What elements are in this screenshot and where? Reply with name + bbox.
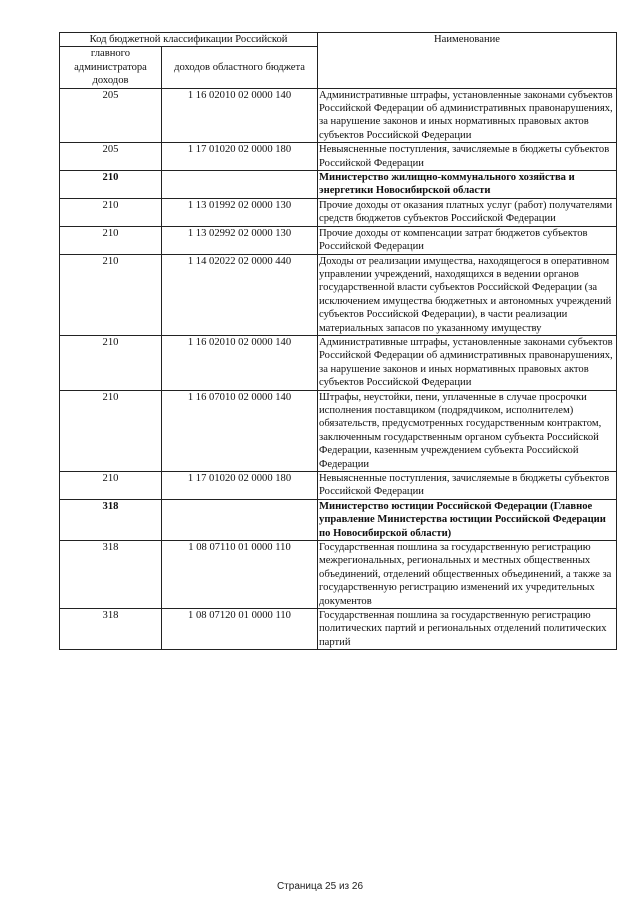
income-code-cell: 1 08 07120 01 0000 110 xyxy=(162,609,318,650)
admin-code-cell: 210 xyxy=(60,198,162,226)
admin-code-cell: 210 xyxy=(60,254,162,335)
name-cell: Министерство жилищно-коммунального хозяйства и энергетики Новосибирской области xyxy=(318,171,617,199)
admin-code-cell: 210 xyxy=(60,226,162,254)
name-cell: Прочие доходы от оказания платных услуг (работ) получателями средств бюджетов субъектов Российской Федерации xyxy=(318,198,617,226)
income-code-cell: 1 08 07110 01 0000 110 xyxy=(162,541,318,609)
admin-code-cell: 210 xyxy=(60,390,162,471)
name-cell: Штрафы, неустойки, пени, уплаченные в случае просрочки исполнения поставщиком (подрядчиком, исполнителем) обязательств, предусмотренных государственным контрактом, заключенным государственным органом субъекта Российской Федерации, казенным учреждением субъекта Российской Федерации xyxy=(318,390,617,471)
income-code-cell: 1 16 02010 02 0000 140 xyxy=(162,88,318,143)
admin-code-cell: 318 xyxy=(60,609,162,650)
income-code-cell: 1 16 07010 02 0000 140 xyxy=(162,390,318,471)
table-row xyxy=(60,198,617,226)
page-number: Страница 25 из 26 xyxy=(276,881,364,892)
admin-code-cell: 205 xyxy=(60,88,162,143)
income-code-cell: 1 13 01992 02 0000 130 xyxy=(162,198,318,226)
table-row xyxy=(60,254,617,335)
name-cell: Невыясненные поступления, зачисляемые в бюджеты субъектов Российской Федерации xyxy=(318,143,617,171)
income-code-cell: 1 17 01020 02 0000 180 xyxy=(162,143,318,171)
admin-code-cell: 318 xyxy=(60,499,162,540)
table-row xyxy=(60,541,617,609)
name-cell: Министерство юстиции Российской Федерации (Главное управление Министерства юстиции Российской Федерации по Новосибирской области) xyxy=(318,499,617,540)
name-cell: Прочие доходы от компенсации затрат бюджетов субъектов Российской Федерации xyxy=(318,226,617,254)
name-cell: Государственная пошлина за государственную регистрацию политических партий и региональных отделений политических партий xyxy=(318,609,617,650)
table-row xyxy=(60,472,617,500)
income-code-cell: 1 14 02022 02 0000 440 xyxy=(162,254,318,335)
income-code-cell: 1 17 01020 02 0000 180 xyxy=(162,472,318,500)
table-body xyxy=(60,88,617,650)
income-code-cell: 1 13 02992 02 0000 130 xyxy=(162,226,318,254)
table-row xyxy=(60,335,617,390)
table-row xyxy=(60,88,617,143)
admin-code-cell: 205 xyxy=(60,143,162,171)
admin-code-cell: 210 xyxy=(60,335,162,390)
name-cell: Административные штрафы, установленные законами субъектов Российской Федерации об административных правонарушениях, за нарушение законов и иных нормативных правовых актов субъектов Российской Федерации xyxy=(318,88,617,143)
name-cell: Невыясненные поступления, зачисляемые в бюджеты субъектов Российской Федерации xyxy=(318,472,617,500)
table-row xyxy=(60,609,617,650)
name-cell: Государственная пошлина за государственную регистрацию межрегиональных, региональных и местных общественных объединений, отделений общественных объединений, а также за государственную регистрацию изменений их учредительных документов xyxy=(318,541,617,609)
header-admin: главного администратора доходов xyxy=(60,47,162,88)
admin-code-cell: 210 xyxy=(60,472,162,500)
name-cell: Доходы от реализации имущества, находящегося в оперативном управлении учреждений, находящихся в ведении органов государственной власти субъектов Российской Федерации (за исключением имущества бюджетных и автономных учреждений субъектов Российской Федерации), в части реализации материальных запасов по указанному имуществу xyxy=(318,254,617,335)
header-group-title: Код бюджетной классификации Российской xyxy=(60,33,318,47)
table-row xyxy=(60,390,617,471)
admin-code-cell: 210 xyxy=(60,171,162,199)
table-row xyxy=(60,143,617,171)
admin-code-cell: 318 xyxy=(60,541,162,609)
name-cell: Административные штрафы, установленные законами субъектов Российской Федерации об административных правонарушениях, за нарушение законов и иных нормативных правовых актов субъектов Российской Федерации xyxy=(318,335,617,390)
income-code-cell: 1 16 02010 02 0000 140 xyxy=(162,335,318,390)
header-income: доходов областного бюджета xyxy=(162,47,318,88)
table-row-section xyxy=(60,171,617,199)
income-code-cell xyxy=(162,171,318,199)
table-row xyxy=(60,226,617,254)
table-row-section xyxy=(60,499,617,540)
income-code-cell xyxy=(162,499,318,540)
budget-classification-table xyxy=(59,32,617,650)
header-name: Наименование xyxy=(318,33,617,89)
